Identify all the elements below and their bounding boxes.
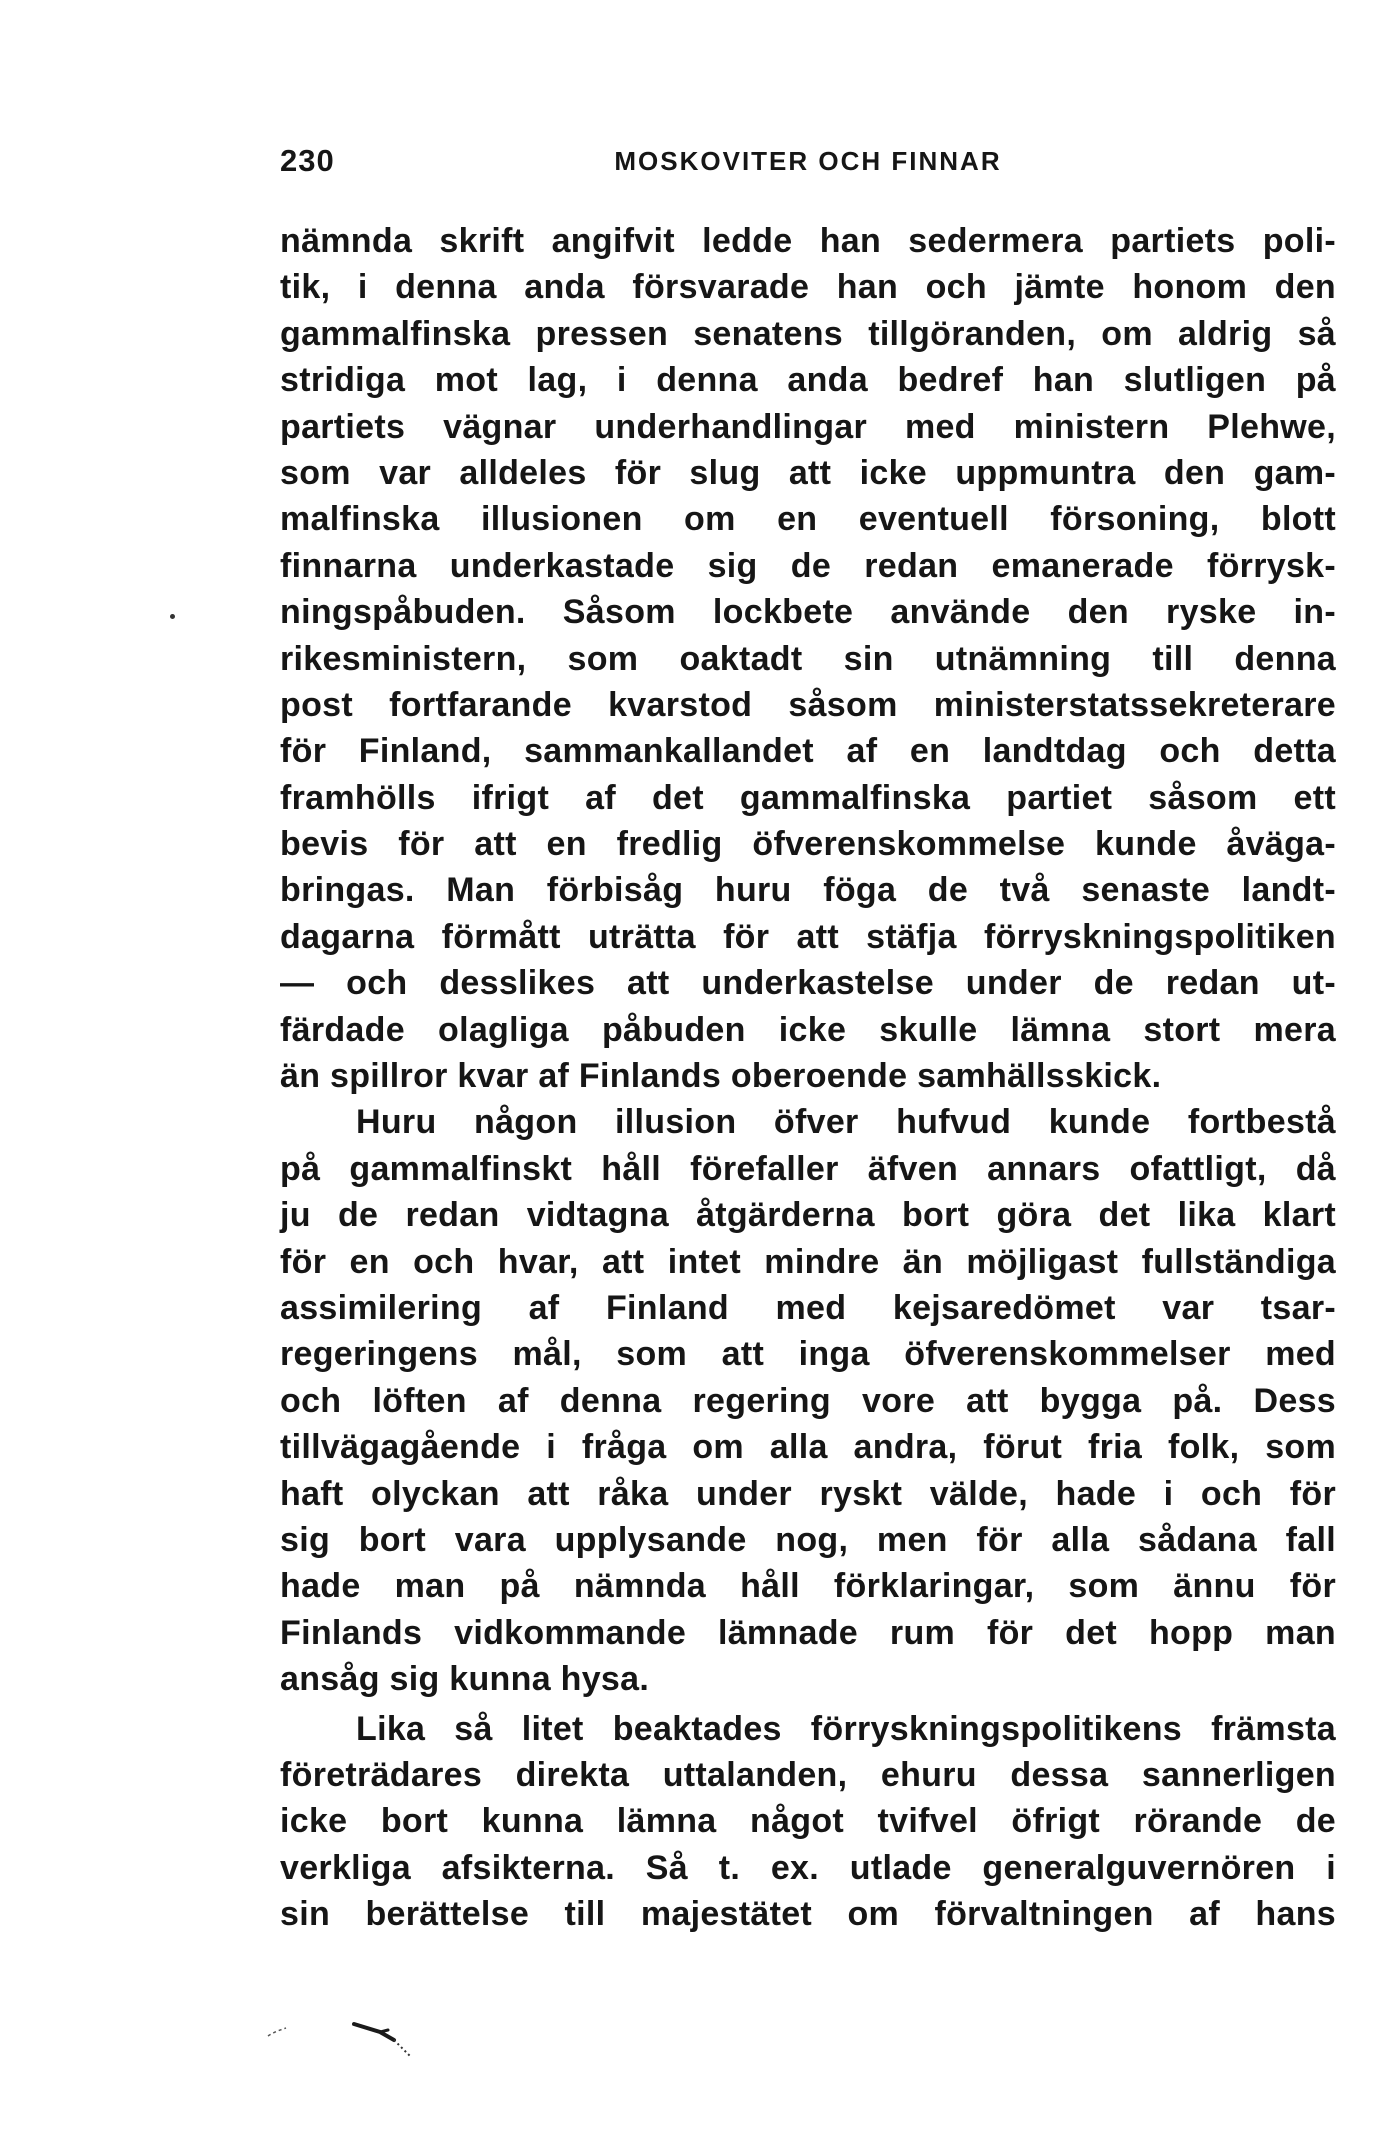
text-line: nämnda skrift angifvit ledde han sedermera partiets poli- xyxy=(280,222,1336,260)
text-line: regeringens mål, som att inga öfverenskommelser med xyxy=(280,1335,1336,1374)
text-line: partiets vägnar underhandlingar med ministern Plehwe, xyxy=(280,407,1336,446)
running-title: MOSKOVITER OCH FINNAR xyxy=(614,146,1002,176)
text-line: haft olyckan att råka under ryskt välde, hade i och för xyxy=(280,1474,1336,1513)
text-line: sig bort vara upplysande nog, men för alla sådana fall xyxy=(280,1520,1336,1559)
text-line: tik, i denna anda försvarade han och jämte honom den xyxy=(280,268,1336,307)
text-line: gammalfinska pressen senatens tillgöranden, om aldrig så xyxy=(280,314,1336,353)
text-line: hade man på nämnda håll förklaringar, som ännu för xyxy=(280,1567,1336,1606)
text-line: malfinska illusionen om en eventuell försoning, blott xyxy=(280,500,1336,539)
paragraph-last-line: ansåg sig kunna hysa. xyxy=(280,1660,650,1699)
text-line: dagarna förmått uträtta för att stäfja förryskningspolitiken xyxy=(280,917,1336,956)
text-line: Finlands vidkommande lämnade rum för det hopp man xyxy=(280,1613,1336,1652)
text-line: framhölls ifrigt af det gammalfinska partiet såsom ett xyxy=(280,778,1336,817)
text-line: assimilering af Finland med kejsaredömet var tsar- xyxy=(280,1288,1336,1327)
text-line: finnarna underkastade sig de redan emanerade förrysk- xyxy=(280,546,1336,585)
text-line: post fortfarande kvarstod såsom ministerstatssekreterare xyxy=(280,685,1336,724)
text-line: och löften af denna regering vore att bygga på. Dess xyxy=(280,1381,1336,1420)
text-line: på gammalfinskt håll förefaller äfven annars ofattligt, då xyxy=(280,1149,1336,1188)
paragraph-last-line: än spillror kvar af Finlands oberoende samhällsskick. xyxy=(280,1057,1162,1096)
text-line: icke bort kunna lämna något tvifvel öfrigt rörande de xyxy=(280,1802,1336,1841)
text-line: bevis för att en fredlig öfverenskommelse kunde åväga- xyxy=(280,825,1336,864)
body-text xyxy=(280,218,1336,1937)
text-line: företrädares direkta uttalanden, ehuru dessa sannerligen xyxy=(280,1755,1336,1794)
paragraph-first-line: Lika så litet beaktades förryskningspolitikens främsta xyxy=(356,1709,1336,1748)
page-number: 230 xyxy=(280,143,335,178)
text-line: färdade olagliga påbuden icke skulle lämna stort mera xyxy=(280,1010,1336,1049)
text-line: för en och hvar, att intet mindre än möjligast fullständiga xyxy=(280,1242,1336,1281)
running-head xyxy=(280,143,1336,183)
text-line: ju de redan vidtagna åtgärderna bort göra det lika klart xyxy=(280,1196,1336,1235)
text-line: — och desslikes att underkastelse under de redan ut- xyxy=(280,964,1336,1003)
stray-ink-marks xyxy=(260,2010,440,2060)
margin-speck xyxy=(170,614,175,619)
text-line: som var alldeles för slug att icke uppmuntra den gam- xyxy=(280,453,1336,492)
text-line: rikesministern, som oaktadt sin utnämning till denna xyxy=(280,639,1336,678)
text-line: sin berättelse till majestätet om förvaltningen af hans xyxy=(280,1895,1336,1934)
paragraph-first-line: Huru någon illusion öfver hufvud kunde fortbestå xyxy=(356,1103,1336,1142)
text-line: verkliga afsikterna. Så t. ex. utlade generalguvernören i xyxy=(280,1848,1336,1887)
text-line: bringas. Man förbisåg huru föga de två senaste landt- xyxy=(280,871,1336,910)
text-line: för Finland, sammankallandet af en landtdag och detta xyxy=(280,732,1336,771)
text-line: ningspåbuden. Såsom lockbete använde den ryske in- xyxy=(280,593,1336,632)
text-line: stridiga mot lag, i denna anda bedref han slutligen på xyxy=(280,361,1336,400)
text-line: tillvägagående i fråga om alla andra, förut fria folk, som xyxy=(280,1428,1336,1467)
